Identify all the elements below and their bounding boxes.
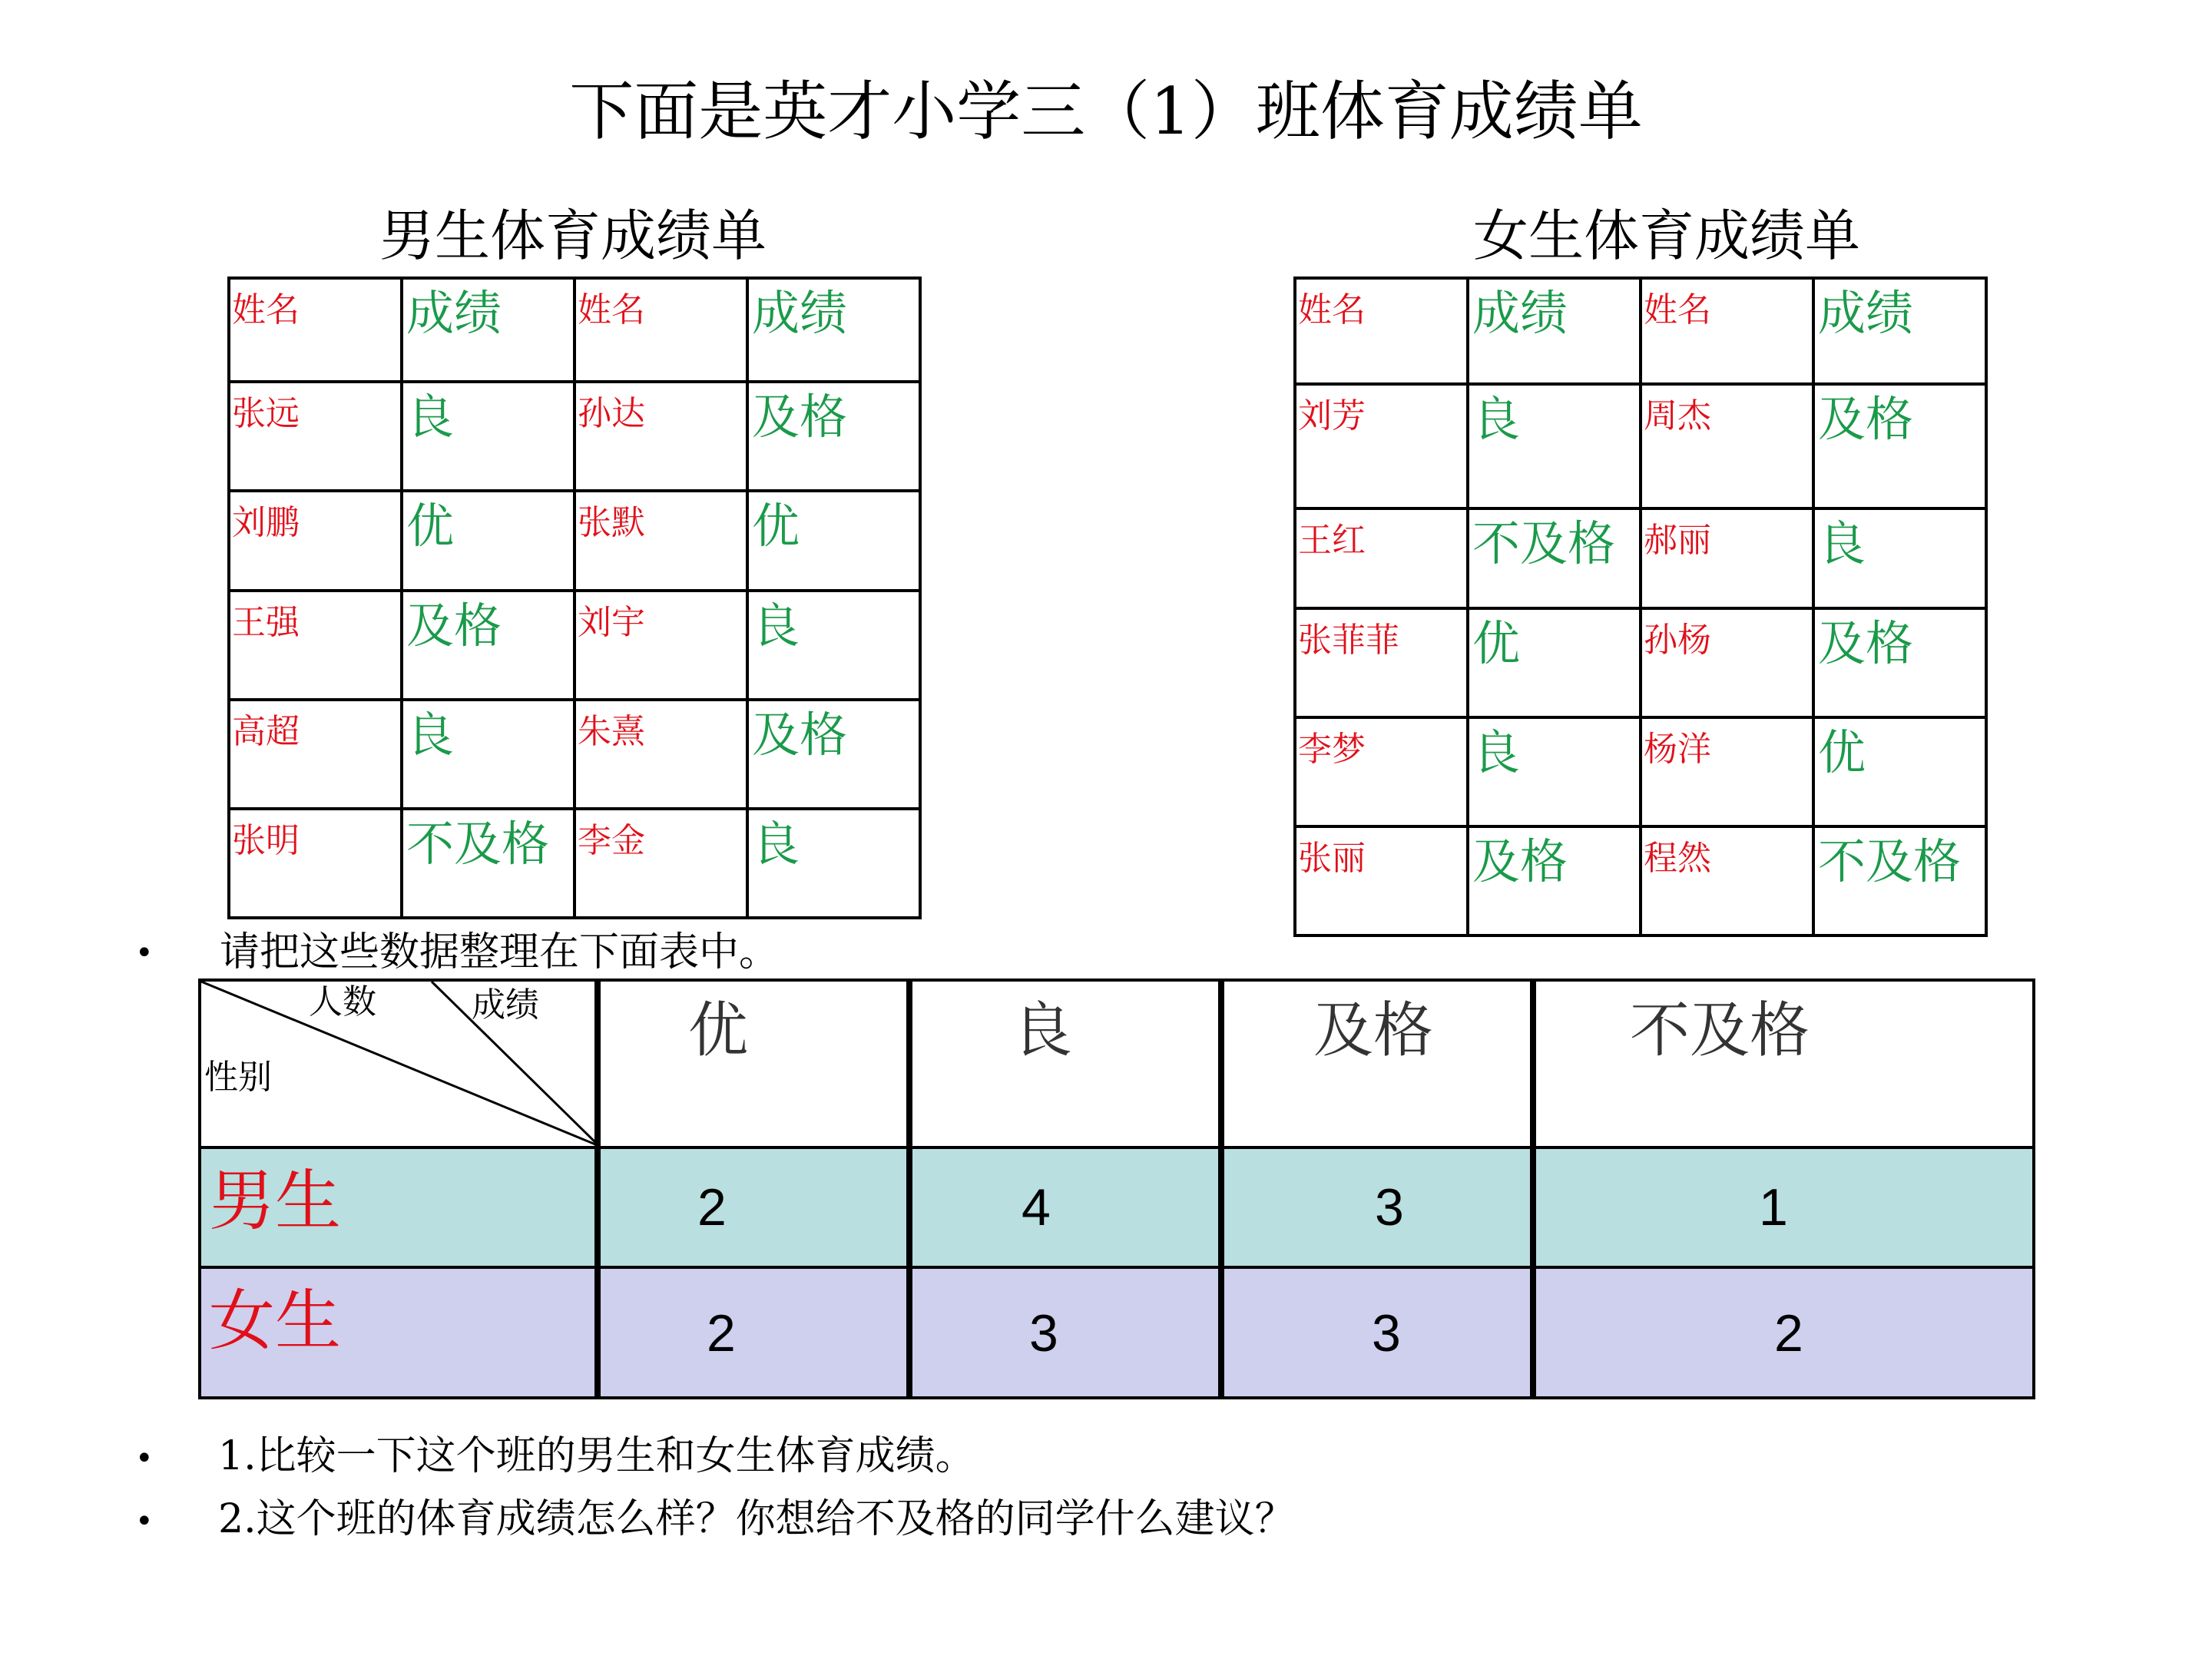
- student-grade: 及格: [1818, 391, 1914, 447]
- count-cell: 2: [598, 1267, 909, 1398]
- question-1: 1.比较一下这个班的男生和女生体育成绩。: [218, 1433, 975, 1479]
- table-row: [229, 809, 920, 918]
- header-grade: 成绩: [1818, 285, 1914, 341]
- row-label-girls: 女生: [209, 1283, 341, 1359]
- student-name: 王红: [1298, 521, 1366, 560]
- header-name: 姓名: [1298, 290, 1366, 329]
- table-row: [1295, 608, 1986, 717]
- table-row: [1295, 508, 1986, 608]
- table-row: [1295, 384, 1986, 508]
- student-grade: 优: [406, 498, 455, 554]
- corner-label-grade: 成绩: [472, 985, 539, 1025]
- count-cell: 3: [909, 1267, 1221, 1398]
- student-name: 李金: [578, 821, 645, 860]
- girls-grade-table: [1293, 276, 1988, 937]
- student-name: 张默: [578, 503, 645, 542]
- count-cell: 3: [1221, 1147, 1533, 1267]
- student-grade: 及格: [1818, 615, 1914, 671]
- row-label-cell: [200, 1147, 598, 1267]
- corner-label-gender: 性别: [204, 1058, 272, 1097]
- student-name: 张菲菲: [1298, 621, 1399, 660]
- header-grade: 成绩: [406, 285, 502, 341]
- student-name: 郝丽: [1644, 521, 1711, 560]
- table-row: [229, 700, 920, 809]
- student-grade: 不及格: [1472, 515, 1616, 571]
- table-header-row: [229, 278, 920, 382]
- student-name: 周杰: [1644, 396, 1711, 435]
- header-name: 姓名: [232, 290, 300, 329]
- row-label-cell: [200, 1267, 598, 1398]
- header-grade: 成绩: [1472, 285, 1568, 341]
- corner-label-count: 人数: [309, 982, 376, 1022]
- count-cell: 1: [1533, 1147, 2034, 1267]
- student-name: 张远: [232, 394, 300, 433]
- student-name: 刘宇: [578, 603, 645, 642]
- student-grade: 优: [1472, 615, 1521, 671]
- table-row: [1295, 717, 1986, 826]
- summary-row-boys: [200, 1147, 2034, 1267]
- column-header-fail: 不及格: [1533, 980, 2034, 1147]
- student-name: 高超: [232, 712, 300, 751]
- table-row: [229, 591, 920, 700]
- student-grade: 及格: [406, 598, 502, 654]
- student-grade: 良: [1472, 391, 1521, 447]
- count-cell: 3: [1221, 1267, 1533, 1398]
- column-header-good: 良: [909, 980, 1221, 1147]
- student-grade: 不及格: [406, 816, 550, 872]
- student-name: 孙杨: [1644, 621, 1711, 660]
- student-name: 张明: [232, 821, 300, 860]
- summary-header-row: [200, 980, 2034, 1147]
- header-name: 姓名: [1644, 290, 1711, 329]
- student-grade: 优: [1818, 724, 1866, 780]
- student-grade: 良: [1818, 515, 1866, 571]
- row-label-boys: 男生: [209, 1163, 341, 1240]
- student-name: 王强: [232, 603, 300, 642]
- summary-row-girls: [200, 1267, 2034, 1398]
- boys-table-title: 男生体育成绩单: [379, 204, 767, 268]
- boys-grade-table: [227, 276, 922, 919]
- student-grade: 及格: [752, 389, 848, 445]
- student-name: 刘芳: [1298, 396, 1366, 435]
- student-grade: 良: [406, 389, 455, 445]
- corner-cell: [200, 980, 598, 1147]
- table-row: [229, 382, 920, 491]
- student-name: 孙达: [578, 394, 645, 433]
- student-grade: 及格: [1472, 833, 1568, 889]
- girls-table-title: 女生体育成绩单: [1472, 204, 1860, 268]
- column-header-excellent: 优: [598, 980, 909, 1147]
- student-name: 程然: [1644, 839, 1711, 878]
- student-name: 刘鹏: [232, 503, 300, 542]
- header-name: 姓名: [578, 290, 645, 329]
- table-header-row: [1295, 278, 1986, 384]
- count-cell: 2: [598, 1147, 909, 1267]
- summary-table: [198, 979, 2035, 1399]
- table-row: [229, 491, 920, 591]
- count-cell: 4: [909, 1147, 1221, 1267]
- student-name: 朱熹: [578, 712, 645, 751]
- student-grade: 及格: [752, 707, 848, 763]
- student-grade: 良: [752, 598, 800, 654]
- student-name: 杨洋: [1644, 730, 1711, 769]
- question-2: 2.这个班的体育成绩怎么样？你想给不及格的同学什么建议？: [218, 1496, 1295, 1542]
- student-grade: 优: [752, 498, 800, 554]
- student-grade: 良: [1472, 724, 1521, 780]
- instruction-text: 请把这些数据整理在下面表中。: [220, 929, 780, 975]
- student-grade: 良: [406, 707, 455, 763]
- student-name: 张丽: [1298, 839, 1366, 878]
- column-header-pass: 及格: [1221, 980, 1533, 1147]
- bullet-marker: •: [135, 935, 154, 971]
- count-cell: 2: [1533, 1267, 2034, 1398]
- student-name: 李梦: [1298, 730, 1366, 769]
- header-grade: 成绩: [752, 285, 848, 341]
- student-grade: 良: [752, 816, 800, 872]
- student-grade: 不及格: [1818, 833, 1962, 889]
- bullet-marker: •: [135, 1504, 154, 1539]
- table-row: [1295, 826, 1986, 935]
- page-title: 下面是英才小学三（1）班体育成绩单: [569, 74, 1643, 149]
- bullet-marker: •: [135, 1441, 154, 1476]
